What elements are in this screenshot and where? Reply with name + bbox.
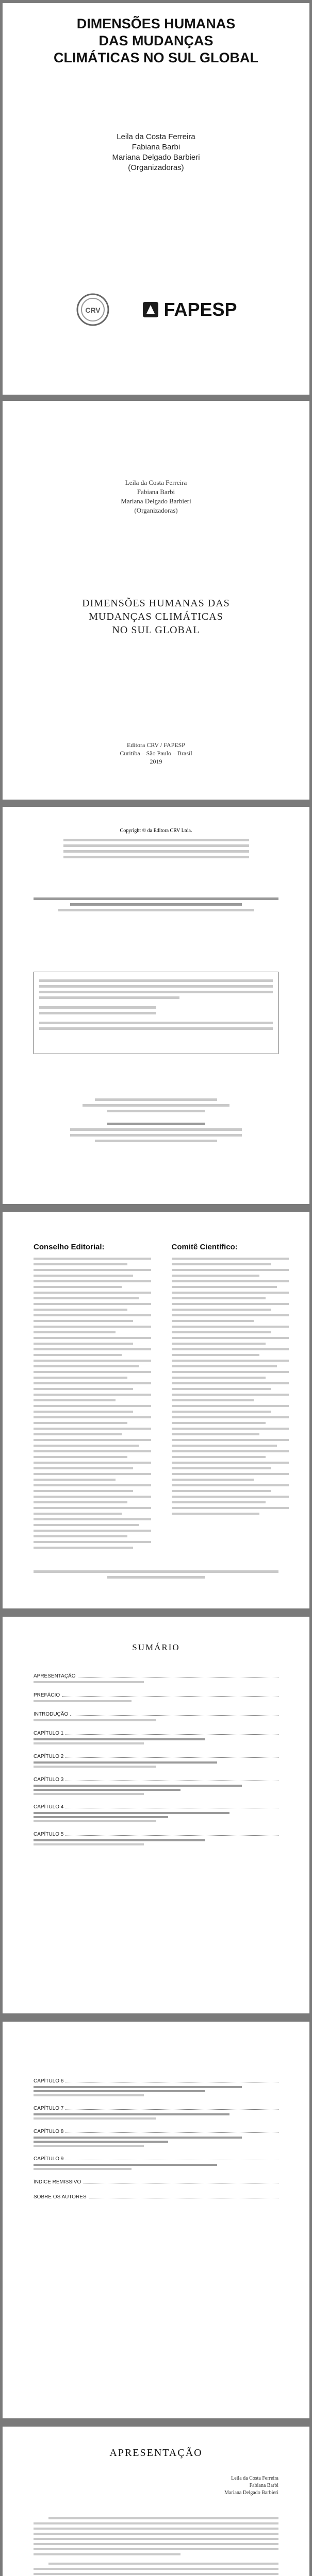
text-line: [34, 2568, 278, 2570]
toc-chapter-title-line: [34, 1812, 229, 1814]
committee-member-line: [172, 1263, 271, 1265]
title-page-publisher: [3, 741, 309, 766]
copyright-notice-line: [95, 1140, 218, 1142]
cip-record-line: [39, 979, 273, 982]
cip-record-line: [39, 996, 179, 999]
copyright-page: [3, 807, 309, 1204]
scientific-committee-title: Comitê Científico:: [171, 1243, 238, 1251]
toc-author-line: [34, 1742, 144, 1744]
cip-heading-line: [58, 909, 254, 911]
cip-heading-line: [70, 903, 242, 906]
councils-note: [34, 1567, 278, 1582]
council-member-line: [34, 1303, 151, 1305]
toc-entry[interactable]: [34, 2078, 278, 2096]
toc-leader-dots: [65, 1757, 278, 1758]
councils: [34, 1243, 289, 1552]
toc-entry-label: ÍNDICE REMISSIVO: [34, 2179, 81, 2185]
committee-member-line: [172, 1292, 289, 1294]
councils-page: [3, 1212, 309, 1608]
crv-logo-icon: [75, 292, 111, 328]
council-member-line: [34, 1394, 151, 1396]
council-member-line: [34, 1399, 116, 1401]
toc-author-line: [34, 2168, 132, 2170]
toc-author-line: [34, 1793, 144, 1795]
toc-author-line: [34, 2145, 144, 2147]
presentation-title: APRESENTAÇÃO: [109, 2447, 203, 2459]
toc-entry-label: CAPÍTULO 6: [34, 2078, 64, 2084]
committee-member-line: [172, 1496, 289, 1498]
council-member-line: [34, 1422, 127, 1424]
toc-entry-label: INTRODUÇÃO: [34, 1711, 69, 1717]
cover-title-line-3: CLIMÁTICAS NO SUL GLOBAL: [54, 50, 258, 65]
title-page-author-1: Leila da Costa Ferreira: [125, 479, 187, 486]
committee-member-line: [172, 1269, 289, 1271]
presentation-authors: [224, 2475, 278, 2497]
committee-member-line: [172, 1326, 289, 1328]
cip-record-line: [39, 1012, 156, 1014]
committee-member-line: [172, 1490, 271, 1492]
council-member-line: [34, 1473, 151, 1475]
council-member-line: [34, 1490, 133, 1492]
title-page-title-line-2: MUDANÇAS CLIMÁTICAS: [89, 611, 223, 622]
title-page-title-line-3: NO SUL GLOBAL: [112, 624, 200, 636]
toc-leader-dots: [65, 2132, 278, 2133]
toc-author-line: [34, 2117, 156, 2120]
text-line: [34, 2553, 180, 2555]
committee-member-line: [172, 1428, 289, 1430]
toc-author-line: [34, 1700, 132, 1702]
editorial-council-title: Conselho Editorial:: [34, 1243, 105, 1251]
councils-note-line: [107, 1576, 205, 1579]
toc-entry[interactable]: [34, 2194, 278, 2200]
copyright-credit-line: [63, 839, 249, 841]
table-of-contents-continued: [34, 2078, 278, 2209]
copyright-notice-line: [107, 1110, 205, 1112]
committee-member-line: [172, 1309, 271, 1311]
cover-author-1: Leila da Costa Ferreira: [117, 132, 195, 141]
committee-member-line: [172, 1371, 289, 1373]
committee-member-line: [172, 1275, 260, 1277]
committee-member-line: [172, 1456, 266, 1458]
committee-member-line: [172, 1501, 266, 1503]
toc-entry-label: CAPÍTULO 7: [34, 2106, 64, 2111]
toc-chapter-title-line: [34, 2090, 205, 2092]
toc-entry[interactable]: [34, 1804, 278, 1822]
cip-heading: [34, 894, 278, 914]
toc-author-line: [34, 1820, 156, 1822]
committee-member-line: [172, 1411, 271, 1413]
cip-record-line: [39, 985, 273, 988]
editorial-council-list: [34, 1258, 151, 1549]
copyright-header: [3, 827, 309, 861]
presentation-author-1: Leila da Costa Ferreira: [231, 2476, 278, 2481]
summary-continued-page: [3, 2022, 309, 2418]
committee-member-line: [172, 1382, 289, 1384]
council-member-line: [34, 1388, 133, 1390]
council-member-line: [34, 1411, 133, 1413]
toc-leader-dots: [65, 1734, 278, 1735]
toc-entry-label: CAPÍTULO 4: [34, 1804, 64, 1810]
toc-entry[interactable]: [34, 2179, 278, 2185]
council-member-line: [34, 1467, 133, 1469]
copyright-bottom: [34, 1095, 278, 1145]
council-member-line: [34, 1416, 151, 1418]
council-member-line: [34, 1297, 139, 1299]
toc-chapter-title-line: [34, 1761, 217, 1764]
toc-entry-label: PREFÁCIO: [34, 1692, 60, 1698]
toc-author-line: [34, 1681, 144, 1683]
toc-entry-label: CAPÍTULO 3: [34, 1777, 64, 1783]
council-member-line: [34, 1371, 151, 1373]
toc-chapter-title-line: [34, 2113, 229, 2115]
presentation-paragraph: [34, 2517, 278, 2555]
committee-member-line: [172, 1388, 271, 1390]
council-member-line: [34, 1535, 127, 1537]
publisher-line-2: Curitiba – São Paulo – Brasil: [120, 750, 192, 757]
toc-entry[interactable]: [34, 1673, 278, 1683]
toc-entry[interactable]: [34, 2156, 278, 2170]
toc-chapter-title-line: [34, 1839, 205, 1841]
toc-entry-label: CAPÍTULO 5: [34, 1832, 64, 1837]
council-member-line: [34, 1331, 116, 1333]
copyright-credit-line: [63, 844, 249, 847]
presentation-body: [34, 2514, 278, 2576]
committee-member-line: [172, 1320, 254, 1322]
council-member-line: [34, 1456, 127, 1458]
council-member-line: [34, 1507, 151, 1509]
toc-chapter-title-line: [34, 2141, 168, 2143]
council-member-line: [34, 1547, 133, 1549]
text-line: [48, 2517, 279, 2519]
council-member-line: [34, 1348, 151, 1350]
toc-entry-label: APRESENTAÇÃO: [34, 1673, 76, 1679]
committee-member-line: [172, 1377, 266, 1379]
presentation-author-2: Fabiana Barbi: [249, 2483, 278, 2488]
committee-member-line: [172, 1473, 289, 1475]
cip-record-line: [39, 1006, 156, 1009]
committee-member-line: [172, 1280, 289, 1282]
council-member-line: [34, 1501, 127, 1503]
text-line: [34, 2573, 278, 2575]
toc-chapter-title-line: [34, 1789, 180, 1791]
committee-member-line: [172, 1507, 289, 1509]
committee-member-line: [172, 1416, 289, 1418]
toc-chapter-title-line: [34, 1785, 242, 1787]
council-member-line: [34, 1326, 151, 1328]
council-member-line: [34, 1518, 151, 1520]
toc-author-line: [34, 1719, 156, 1721]
toc-entry-label: CAPÍTULO 2: [34, 1754, 64, 1759]
title-page-author-3: Mariana Delgado Barbieri: [121, 497, 191, 505]
summary-title: SUMÁRIO: [132, 1642, 180, 1652]
cover-title-line-2: DAS MUDANÇAS: [98, 33, 214, 48]
council-member-line: [34, 1496, 151, 1498]
cover-author-3: Mariana Delgado Barbieri: [112, 153, 200, 162]
council-member-line: [34, 1405, 151, 1407]
toc-author-line: [34, 2094, 144, 2096]
committee-member-line: [172, 1450, 289, 1452]
toc-entry[interactable]: [34, 1731, 278, 1744]
fapesp-mark-icon: [142, 301, 159, 318]
committee-member-line: [172, 1399, 254, 1401]
council-member-line: [34, 1320, 133, 1322]
committee-member-line: [172, 1484, 289, 1486]
copyright-notice-line: [95, 1098, 218, 1101]
scientific-committee: [172, 1243, 289, 1552]
council-member-line: [34, 1258, 151, 1260]
committee-member-line: [172, 1479, 254, 1481]
cover-authors: [3, 132, 309, 173]
cover-title: [3, 15, 309, 66]
committee-member-line: [172, 1348, 289, 1350]
cip-record-box: [34, 972, 278, 1054]
council-member-line: [34, 1484, 151, 1486]
title-page-editor-role: (Organizadoras): [134, 506, 178, 514]
committee-member-line: [172, 1365, 277, 1367]
committee-member-line: [172, 1462, 289, 1464]
council-member-line: [34, 1354, 122, 1356]
copyright-notice-line: [83, 1104, 229, 1107]
committee-member-line: [172, 1286, 277, 1288]
summary-page: [3, 1617, 309, 2013]
cover-title-line-1: DIMENSÕES HUMANAS: [76, 16, 236, 31]
title-page: [3, 401, 309, 800]
title-page-title: [3, 597, 309, 637]
copyright-line: Copyright © da Editora CRV Ltda.: [120, 828, 192, 834]
council-member-line: [34, 1269, 151, 1271]
council-member-line: [34, 1445, 139, 1447]
committee-member-line: [172, 1337, 289, 1339]
text-line: [34, 2528, 278, 2530]
toc-author-line: [34, 1766, 156, 1768]
committee-member-line: [172, 1360, 289, 1362]
fapesp-logo-text: FAPESP: [163, 299, 237, 320]
toc-leader-dots: [70, 1715, 278, 1716]
publisher-line-1: Editora CRV / FAPESP: [127, 741, 185, 749]
council-member-line: [34, 1513, 122, 1515]
council-member-line: [34, 1530, 151, 1532]
cip-record-line: [39, 1022, 273, 1024]
council-member-line: [34, 1275, 133, 1277]
cip-record-line: [39, 1027, 273, 1030]
publisher-line-3: 2019: [150, 758, 162, 765]
council-member-line: [34, 1428, 151, 1430]
toc-entry[interactable]: [34, 1832, 278, 1845]
toc-entry[interactable]: [34, 1754, 278, 1768]
committee-member-line: [172, 1303, 289, 1305]
council-member-line: [34, 1479, 116, 1481]
copyright-notice-line: [70, 1128, 242, 1131]
toc-entry[interactable]: [34, 2129, 278, 2147]
committee-member-line: [172, 1513, 260, 1515]
committee-member-line: [172, 1422, 266, 1424]
cover-editor-role: (Organizadoras): [128, 163, 184, 172]
council-member-line: [34, 1439, 151, 1441]
text-line: [48, 2563, 279, 2565]
cip-heading-line: [34, 897, 278, 900]
toc-chapter-title-line: [34, 1738, 205, 1740]
toc-leader-dots: [65, 2109, 278, 2110]
toc-leader-dots: [62, 1696, 278, 1697]
presentation-author-3: Mariana Delgado Barbieri: [224, 2490, 278, 2496]
table-of-contents: [34, 1673, 278, 1855]
toc-author-line: [34, 1843, 144, 1845]
council-member-line: [34, 1286, 122, 1288]
toc-chapter-title-line: [34, 2086, 242, 2088]
council-member-line: [34, 1433, 122, 1435]
committee-member-line: [172, 1314, 289, 1316]
committee-member-line: [172, 1445, 277, 1447]
committee-member-line: [172, 1467, 271, 1469]
council-member-line: [34, 1263, 127, 1265]
cover-logos: [3, 292, 309, 328]
council-member-line: [34, 1365, 139, 1367]
committee-member-line: [172, 1331, 271, 1333]
council-member-line: [34, 1360, 151, 1362]
toc-entry[interactable]: [34, 2106, 278, 2120]
copyright-credit-line: [63, 856, 249, 858]
toc-chapter-title-line: [34, 2164, 217, 2166]
committee-member-line: [172, 1394, 289, 1396]
title-page-title-line-1: DIMENSÕES HUMANAS DAS: [82, 598, 230, 609]
cover-page: [3, 3, 309, 395]
committee-member-line: [172, 1433, 260, 1435]
copyright-notice-line: [107, 1123, 205, 1125]
council-member-line: [34, 1450, 151, 1452]
title-page-authors: [3, 478, 309, 515]
title-page-author-2: Fabiana Barbi: [137, 488, 175, 496]
text-line: [34, 2543, 278, 2545]
council-member-line: [34, 1524, 139, 1526]
fapesp-logo: [142, 299, 237, 320]
toc-entry-label: SOBRE OS AUTORES: [34, 2194, 87, 2200]
text-line: [34, 2522, 278, 2524]
cip-record-line: [39, 991, 273, 993]
toc-entry-label: CAPÍTULO 1: [34, 1731, 64, 1736]
text-line: [34, 2548, 278, 2550]
committee-member-line: [172, 1343, 266, 1345]
toc-entry[interactable]: [34, 1777, 278, 1795]
committee-member-line: [172, 1354, 260, 1356]
toc-leader-dots: [65, 1835, 278, 1836]
presentation-page: [3, 2427, 309, 2576]
text-line: [34, 2533, 278, 2535]
presentation-paragraph: [34, 2563, 278, 2576]
editorial-council: [34, 1243, 151, 1552]
copyright-credit-line: [63, 850, 249, 853]
toc-entry-label: CAPÍTULO 9: [34, 2156, 64, 2162]
crv-logo-text: CRV: [85, 306, 101, 314]
council-member-line: [34, 1541, 151, 1543]
council-member-line: [34, 1343, 133, 1345]
scientific-committee-list: [172, 1258, 289, 1515]
council-member-line: [34, 1309, 127, 1311]
committee-member-line: [172, 1405, 289, 1407]
toc-chapter-title-line: [34, 2137, 242, 2139]
toc-chapter-title-line: [34, 1816, 168, 1818]
council-member-line: [34, 1280, 151, 1282]
committee-member-line: [172, 1258, 289, 1260]
toc-entry-label: CAPÍTULO 8: [34, 2129, 64, 2134]
council-member-line: [34, 1292, 151, 1294]
council-member-line: [34, 1314, 151, 1316]
toc-entry[interactable]: [34, 1711, 278, 1721]
toc-entry[interactable]: [34, 1692, 278, 1702]
council-member-line: [34, 1377, 127, 1379]
council-member-line: [34, 1462, 151, 1464]
committee-member-line: [172, 1439, 289, 1441]
committee-member-line: [172, 1297, 266, 1299]
council-member-line: [34, 1337, 151, 1339]
copyright-notice-line: [70, 1134, 242, 1137]
council-member-line: [34, 1382, 151, 1384]
cover-author-2: Fabiana Barbi: [132, 143, 180, 151]
councils-note-line: [34, 1570, 278, 1573]
text-line: [34, 2538, 278, 2540]
